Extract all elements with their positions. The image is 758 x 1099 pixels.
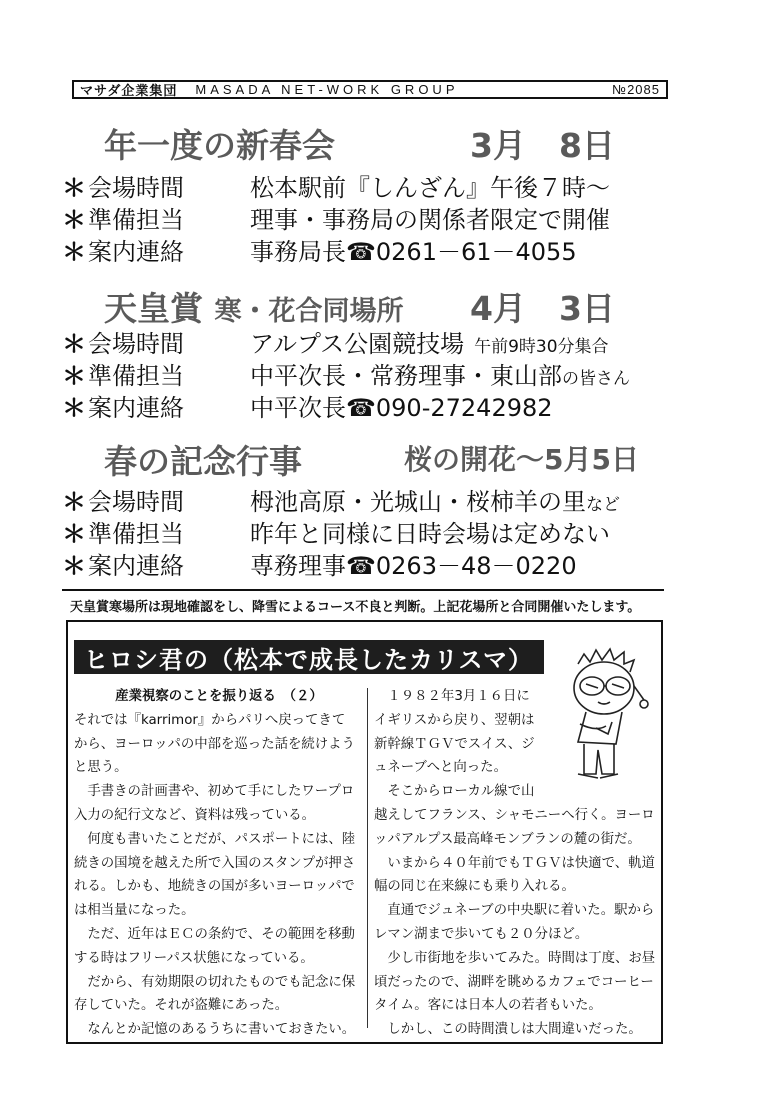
event-3-title: 春の記念行事 <box>104 442 302 481</box>
asterisk-icon: ＊ <box>62 330 86 358</box>
asterisk-icon: ＊ <box>62 520 86 548</box>
issue-number: №2085 <box>612 82 660 97</box>
event-2-title-sub: 寒・花合同場所 <box>214 296 404 327</box>
row-label: 案内連絡 <box>88 238 184 266</box>
column-right-line: そこからローカル線で山 <box>374 784 535 800</box>
row-value-small: 午前9時30分集合 <box>474 337 609 357</box>
asterisk-icon: ＊ <box>62 238 86 266</box>
row-value-small: の皆さん <box>562 369 630 389</box>
column-left <box>74 685 364 1042</box>
row-value: 事務局長☎0261－61－4055 <box>250 238 577 266</box>
event-2-title <box>104 283 404 330</box>
row-value-small: など <box>586 495 620 515</box>
column-divider <box>367 688 368 1028</box>
column-left-line: それでは『karrimor』からパリへ戻ってきて <box>74 712 346 728</box>
column-left-line: ただ、近年はＥＣの条約で、その範囲を移動 <box>74 926 355 942</box>
column-right-line: 頃だったので、湖畔を眺めるカフェでコーヒー <box>374 974 654 990</box>
row-label: 準備担当 <box>88 520 184 548</box>
asterisk-icon: ＊ <box>62 552 86 580</box>
row-value: 栂池高原・光城山・桜柿羊の里など <box>250 488 620 516</box>
column-left-line: 何度も書いたことだが、パスポートには、陸 <box>74 831 356 847</box>
row-value: 中平次長☎090-27242982 <box>250 394 553 422</box>
column-right-line: ッパアルプス最高峰モンブランの麓の街だ。 <box>374 831 641 847</box>
row-value: 専務理事☎0263－48－0220 <box>250 552 577 580</box>
column-left-line: は相当量になった。 <box>74 903 195 919</box>
column-left-line: 手書きの計画書や、初めて手にしたワープロ <box>74 784 355 800</box>
asterisk-icon: ＊ <box>62 362 86 390</box>
event-2-date: 4月 3日 <box>470 289 615 328</box>
column-right-line: レマン湖まで歩いても２０分ほど。 <box>374 926 589 942</box>
column-right-line: イギリスから戻り、翌朝は <box>374 712 535 728</box>
section-divider <box>62 589 664 591</box>
column-right-line: 直通でジュネーブの中央駅に着いた。駅から <box>374 903 655 919</box>
asterisk-icon: ＊ <box>62 394 86 422</box>
column-left-line: する時はフリーパス状態になっている。 <box>74 950 314 966</box>
row-label: 準備担当 <box>88 362 184 390</box>
column-left-line: 続きの国境を越えた所で入国のスタンプが押さ <box>74 855 356 871</box>
column-left-line: と思う。 <box>74 760 128 776</box>
org-name-jp: マサダ企業集団 <box>80 84 178 99</box>
row-label: 案内連絡 <box>88 552 184 580</box>
column-left-line: 存していた。それが盗難にあった。 <box>74 998 289 1014</box>
footnote: 天皇賞寒場所は現地確認をし、降雪によるコース不良と判断。上記花場所と合同開催いたします。 <box>70 600 641 615</box>
column-banner: ヒロシ君の（松本で成長したカリスマ） <box>74 640 544 674</box>
column-left-line: だから、有効期限の切れたものでも記念に保 <box>74 974 356 990</box>
event-2-title-main: 天皇賞 <box>104 289 203 328</box>
column-right-line: いまから４０年前でもＴＧＶは快適で、軌道 <box>374 855 655 871</box>
column-left-line: 入力の紀行文など、資料は残っている。 <box>74 807 316 823</box>
asterisk-icon: ＊ <box>62 206 86 234</box>
asterisk-icon: ＊ <box>62 174 86 202</box>
event-1-date: 3月 8日 <box>470 126 615 165</box>
column-right-line: しかし、この時間潰しは大間違いだった。 <box>374 1022 642 1038</box>
column-right <box>374 685 658 1042</box>
column-left-line: から、ヨーロッパの中部を巡った話を続けよう <box>74 736 355 752</box>
column-right-line: 少し市街地を歩いてみた。時間は丁度、お昼 <box>374 950 656 966</box>
row-label: 会場時間 <box>88 330 184 358</box>
org-name-en: MASADA NET-WORK GROUP <box>195 82 459 97</box>
event-3-date: 桜の開花～5月5日 <box>404 443 639 476</box>
masthead-bar <box>72 80 668 99</box>
column-left-line: なんとか記憶のあるうちに書いておきたい。 <box>74 1022 356 1038</box>
row-value: アルプス公園競技場 午前9時30分集合 <box>250 330 609 358</box>
column-right-line: １９８２年3月１６日に <box>374 689 530 704</box>
row-label: 準備担当 <box>88 206 184 234</box>
column-left-line: れる。しかも、地続きの国が多いヨーロッパで <box>74 879 355 895</box>
event-1-title: 年一度の新春会 <box>104 126 335 165</box>
column-right-line: 越えしてフランス、シャモニーへ行く。ヨーロ <box>374 807 655 823</box>
row-value: 中平次長・常務理事・東山部の皆さん <box>250 362 630 390</box>
asterisk-icon: ＊ <box>62 488 86 516</box>
row-label: 会場時間 <box>88 174 184 202</box>
column-right-line: タイム。客には日本人の若者もいた。 <box>374 998 602 1014</box>
column-right-line: 幅の同じ在来線にも乗り入れる。 <box>374 879 575 895</box>
row-value: 理事・事務局の関係者限定で開催 <box>250 206 610 234</box>
column-right-line: ュネーブへと向った。 <box>374 760 507 776</box>
row-value: 松本駅前『しんざん』午後７時～ <box>250 174 610 202</box>
row-value: 昨年と同様に日時会場は定めない <box>250 520 610 548</box>
column-left-title: 産業視察のことを振り返る （２） <box>115 689 323 704</box>
row-label: 案内連絡 <box>88 394 184 422</box>
column-right-line: 新幹線ＴＧＶでスイス、ジ <box>374 736 535 752</box>
row-label: 会場時間 <box>88 488 184 516</box>
